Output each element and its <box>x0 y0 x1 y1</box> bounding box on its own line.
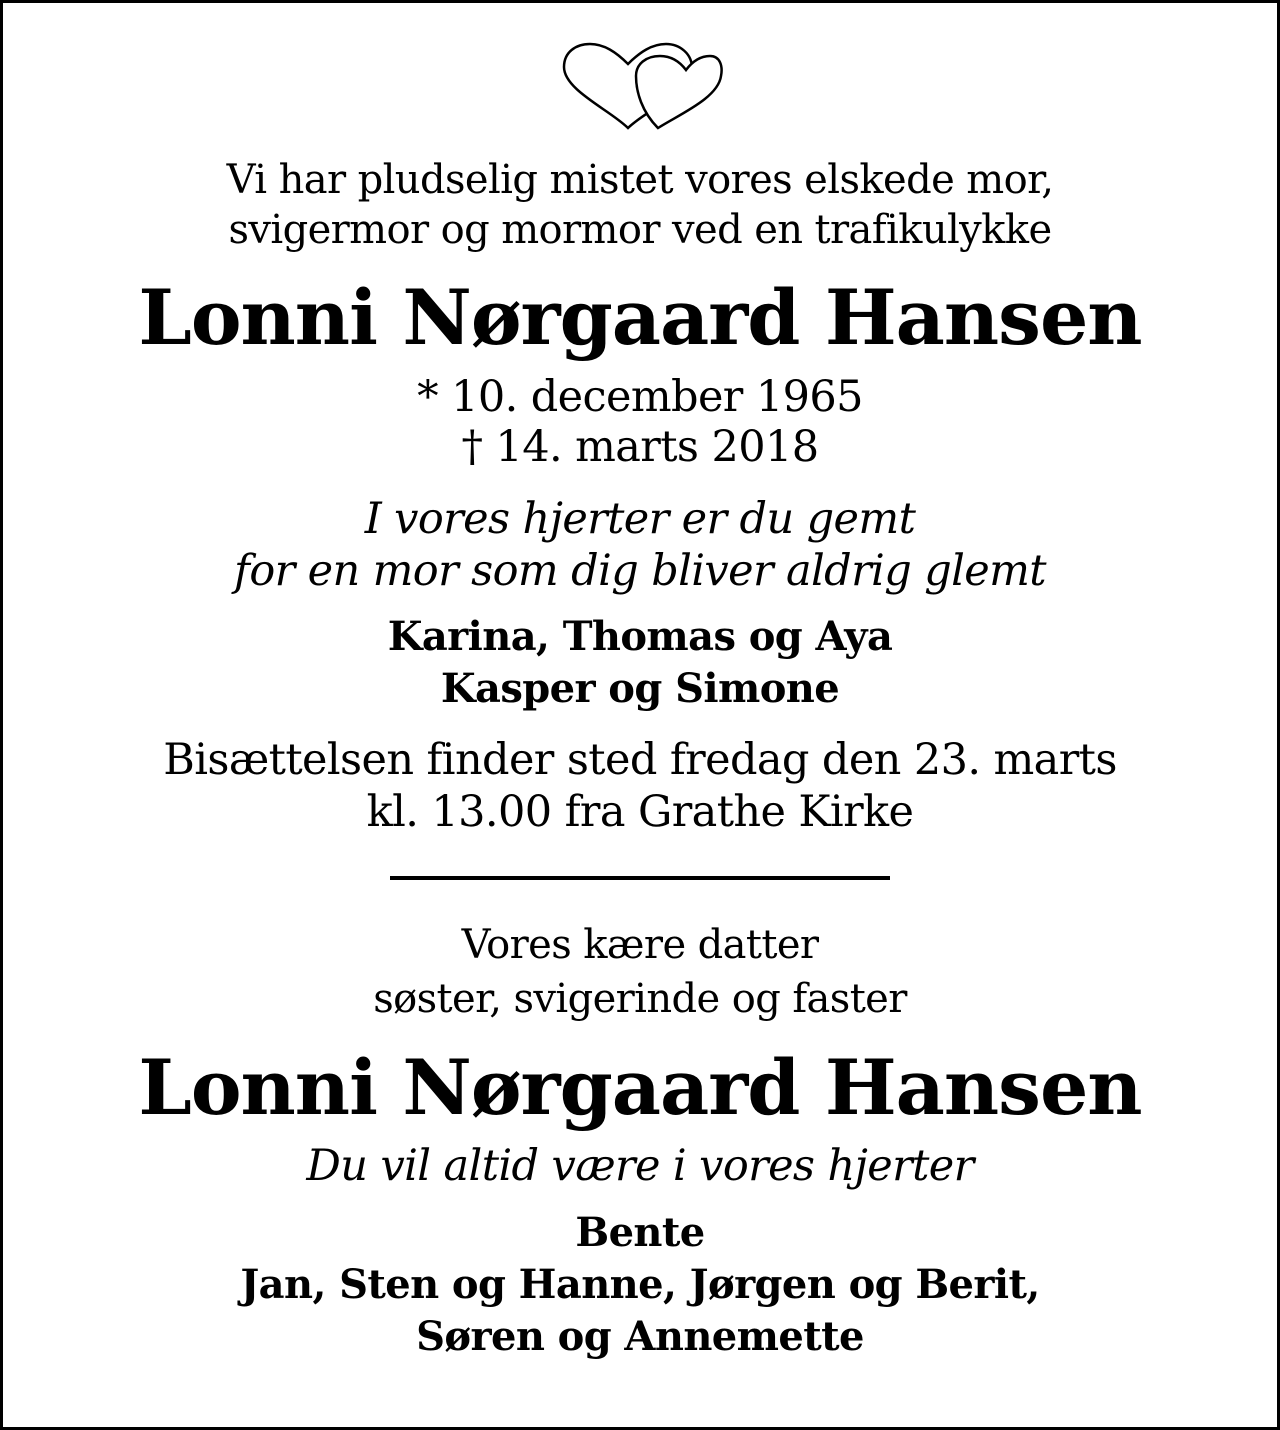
verse2-line: Du vil altid være i vores hjerter <box>306 1141 974 1191</box>
intro2-line-1: Vores kære datter <box>461 922 819 968</box>
death-date: † 14. marts 2018 <box>461 422 819 472</box>
intro-line-2: svigermor og mormor ved en trafikulykke <box>228 207 1052 253</box>
double-hearts-icon <box>560 40 725 132</box>
section-divider <box>390 876 890 880</box>
deceased-name: Lonni Nørgaard Hansen <box>138 273 1142 362</box>
verse-line-2: for en mor som dig bliver aldrig glemt <box>234 546 1046 596</box>
signers2-line-2: Jan, Sten og Hanne, Jørgen og Berit, <box>240 1261 1040 1308</box>
deceased-name-2: Lonni Nørgaard Hansen <box>138 1043 1142 1132</box>
signers-line-2: Kasper og Simone <box>440 665 840 712</box>
intro-line-1: Vi har pludselig mistet vores elskede mor, <box>226 157 1054 203</box>
signers-line-1: Karina, Thomas og Aya <box>387 613 893 660</box>
birth-date: * 10. december 1965 <box>417 372 863 422</box>
signers2-line-3: Søren og Annemette <box>416 1313 864 1360</box>
funeral-line-2: kl. 13.00 fra Grathe Kirke <box>366 787 914 837</box>
signers2-line-1: Bente <box>575 1209 705 1256</box>
verse-line-1: I vores hjerter er du gemt <box>364 494 916 544</box>
intro2-line-2: søster, svigerinde og faster <box>373 976 907 1022</box>
funeral-line-1: Bisættelsen finder sted fredag den 23. marts <box>163 735 1117 785</box>
